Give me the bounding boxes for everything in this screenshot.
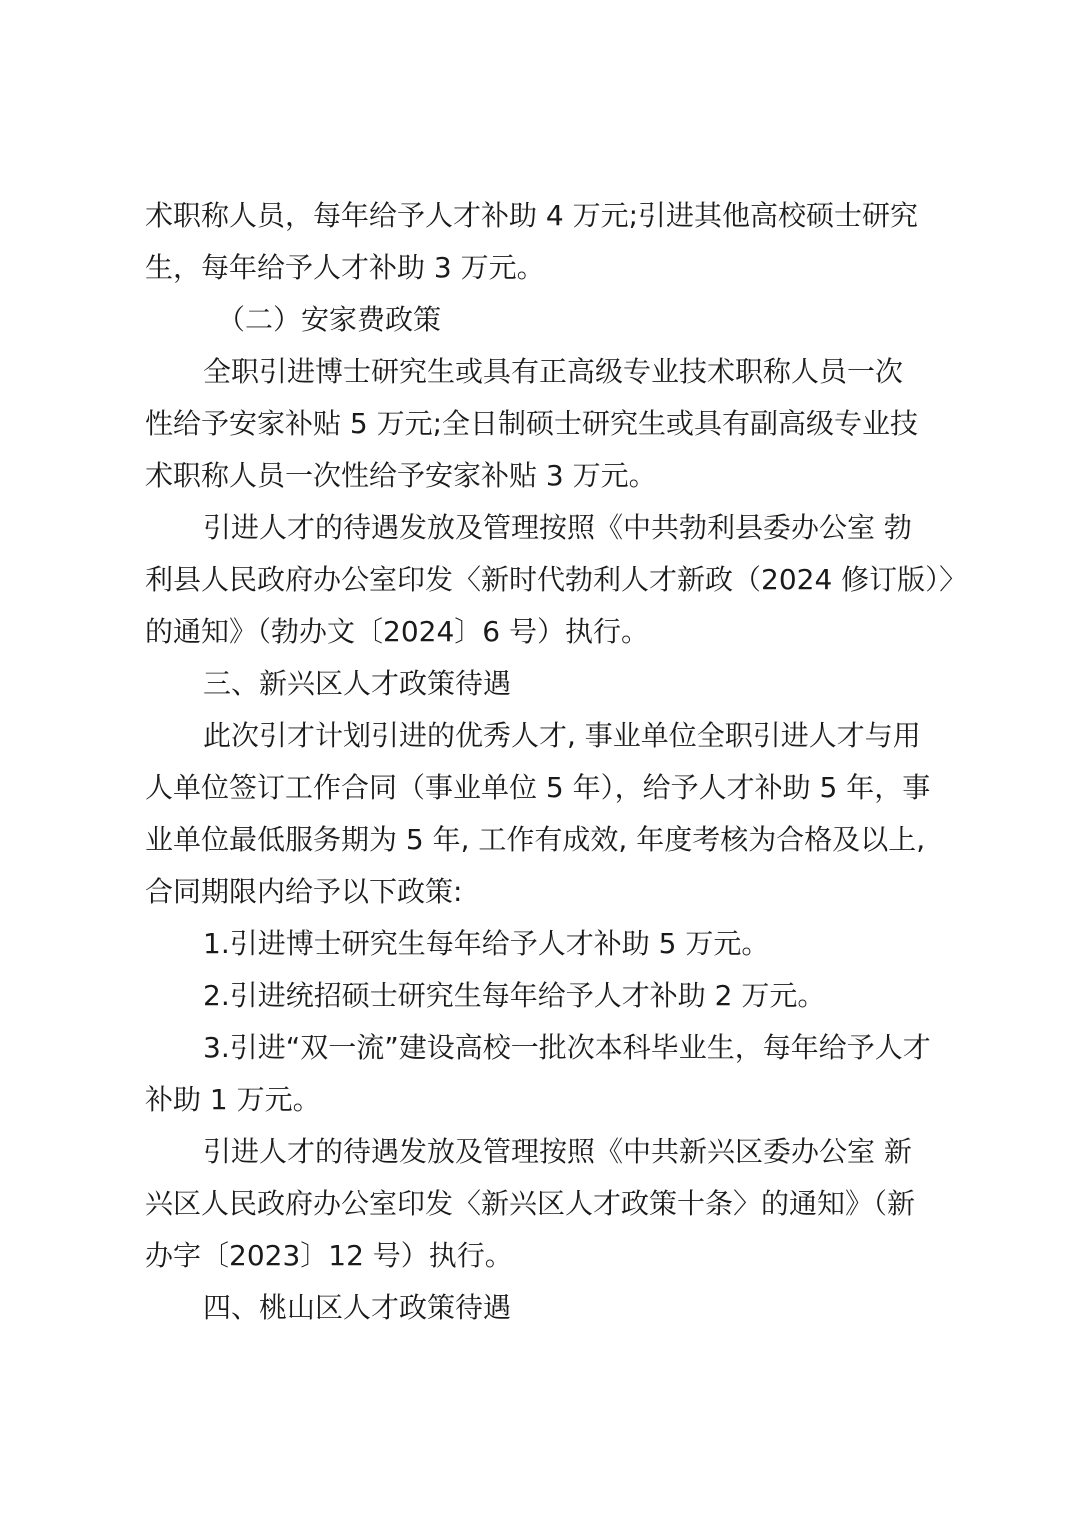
section-heading-taoshan xyxy=(145,1282,945,1334)
text-line: 补助 1 万元。 xyxy=(145,1083,321,1116)
list-item-undergraduate xyxy=(145,1022,945,1126)
paragraph-talent-subsidy-continued xyxy=(145,190,945,294)
text-line: 引进人才的待遇发放及管理按照《中共勃利县委办公室 勃 xyxy=(203,511,912,544)
text-line: 此次引才计划引进的优秀人才, 事业单位全职引进人才与用 xyxy=(203,719,921,752)
text-line: 术职称人员，每年给予人才补助 4 万元;引进其他高校硕士研究 xyxy=(145,199,919,232)
text-line: 全职引进博士研究生或具有正高级专业技术职称人员一次 xyxy=(203,355,904,388)
text-line: 术职称人员一次性给予安家补贴 3 万元。 xyxy=(145,459,657,492)
text-line: 1.引进博士研究生每年给予人才补助 5 万元。 xyxy=(203,927,770,960)
text-line: 办字〔2023〕12 号）执行。 xyxy=(145,1239,513,1272)
section-heading-settlement-allowance xyxy=(145,294,945,346)
text-line: 兴区人民政府办公室印发〈新兴区人才政策十条〉的通知》（新 xyxy=(145,1187,916,1220)
paragraph-xinxing-reference xyxy=(145,1126,945,1282)
text-line: 业单位最低服务期为 5 年, 工作有成效, 年度考核为合格及以上, xyxy=(145,823,926,856)
list-item-doctoral xyxy=(145,918,945,970)
paragraph-xinxing-intro xyxy=(145,710,945,918)
text-line: 合同期限内给予以下政策: xyxy=(145,875,463,908)
text-line: 三、新兴区人才政策待遇 xyxy=(203,667,512,700)
text-line: 利县人民政府办公室印发〈新时代勃利人才新政（2024 修订版）〉 xyxy=(145,563,968,596)
section-heading-xinxing xyxy=(145,658,945,710)
paragraph-settlement-allowance xyxy=(145,346,945,502)
text-line: 的通知》（勃办文〔2024〕6 号）执行。 xyxy=(145,615,649,648)
text-line: 性给予安家补贴 5 万元;全日制硕士研究生或具有副高级专业技 xyxy=(145,407,919,440)
document-page xyxy=(145,190,968,1334)
text-line: 人单位签订工作合同（事业单位 5 年），给予人才补助 5 年，事 xyxy=(145,771,931,804)
text-line: 四、桃山区人才政策待遇 xyxy=(203,1291,512,1324)
text-line: 引进人才的待遇发放及管理按照《中共新兴区委办公室 新 xyxy=(203,1135,912,1168)
text-line: 2.引进统招硕士研究生每年给予人才补助 2 万元。 xyxy=(203,979,826,1012)
paragraph-boli-reference xyxy=(145,502,968,658)
text-line: 生，每年给予人才补助 3 万元。 xyxy=(145,251,545,284)
text-line: （二）安家费政策 xyxy=(217,303,442,336)
text-line: 3.引进“双一流”建设高校一批次本科毕业生，每年给予人才 xyxy=(203,1031,931,1064)
list-item-masters xyxy=(145,970,945,1022)
